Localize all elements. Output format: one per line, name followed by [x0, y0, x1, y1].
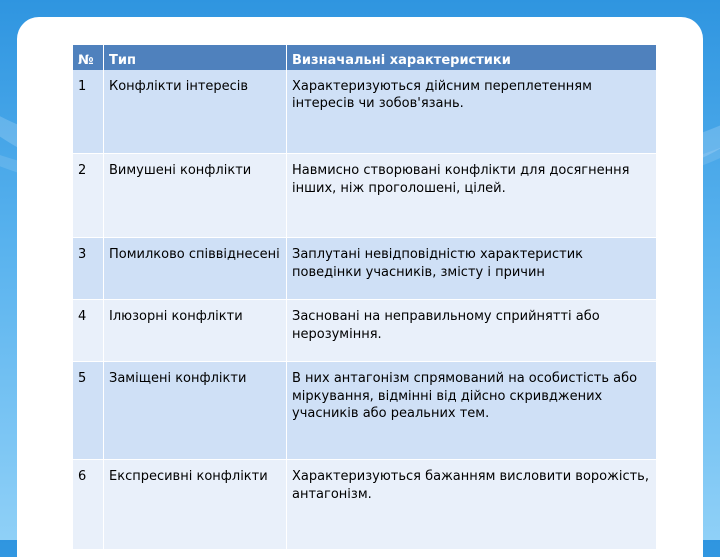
table-row	[73, 70, 657, 154]
row-number: 6	[73, 460, 104, 550]
row-type: Експресивні конфлікти	[104, 460, 287, 550]
table-row	[73, 238, 657, 300]
row-number: 4	[73, 300, 104, 362]
row-number: 1	[73, 70, 104, 154]
table-row	[73, 362, 657, 460]
conflict-types-table	[72, 45, 657, 550]
row-type: Ілюзорні конфлікти	[104, 300, 287, 362]
row-characteristics: Навмисно створювані конфлікти для досягнення інших, ніж проголошені, цілей.	[287, 154, 657, 238]
row-type: Заміщені конфлікти	[104, 362, 287, 460]
row-characteristics: Характеризуються бажанням висловити ворожість, антагонізм.	[287, 460, 657, 550]
table-row	[73, 154, 657, 238]
row-characteristics: В них антагонізм спрямований на особистість або міркування, відмінні від дійсно скривджених учасників або реальних тем.	[287, 362, 657, 460]
row-number: 2	[73, 154, 104, 238]
header-type: Тип	[104, 45, 287, 70]
header-number: №	[73, 45, 104, 70]
row-number: 3	[73, 238, 104, 300]
table-row	[73, 300, 657, 362]
row-type: Вимушені конфлікти	[104, 154, 287, 238]
row-characteristics: Характеризуються дійсним переплетенням інтересів чи зобов'язань.	[287, 70, 657, 154]
table-row	[73, 460, 657, 550]
row-characteristics: Засновані на неправильному сприйнятті або нерозуміння.	[287, 300, 657, 362]
row-number: 5	[73, 362, 104, 460]
row-type: Конфлікти інтересів	[104, 70, 287, 154]
header-characteristics: Визначальні характеристики	[287, 45, 657, 70]
row-type: Помилково співвіднесені	[104, 238, 287, 300]
table-header-row	[73, 45, 657, 70]
row-characteristics: Заплутані невідповідністю характеристик поведінки учасників, змісту і причин	[287, 238, 657, 300]
